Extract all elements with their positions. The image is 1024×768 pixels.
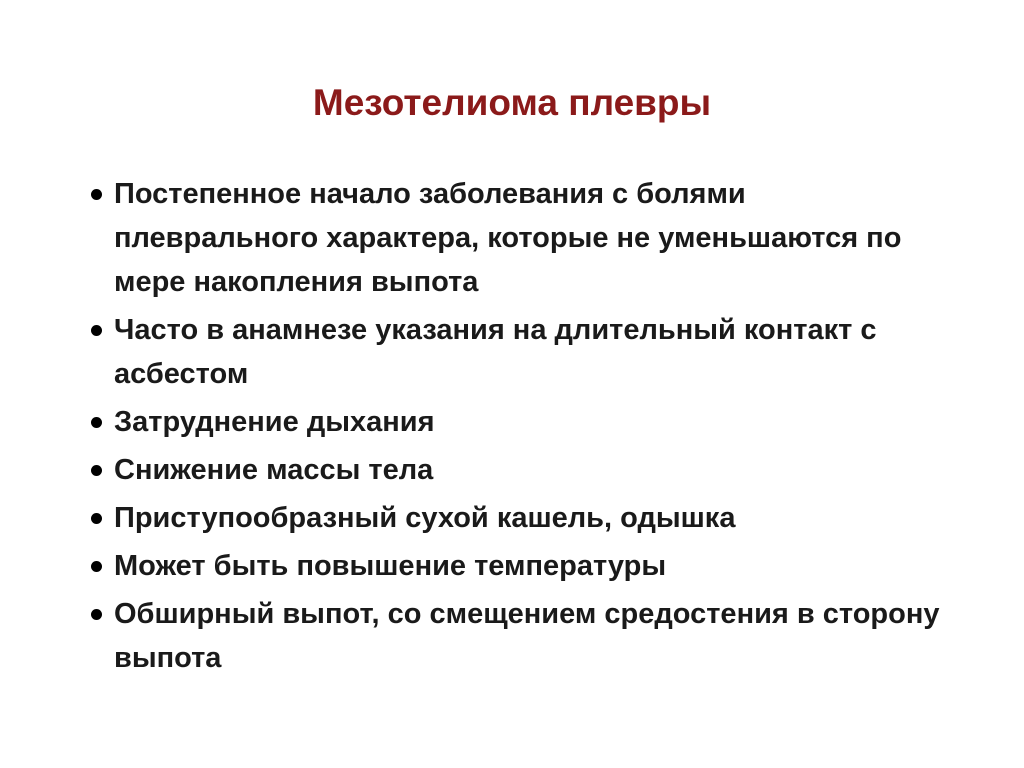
bullet-list — [88, 172, 948, 684]
bullet-text: Может быть повышение температуры — [114, 550, 667, 582]
bullet-item — [88, 308, 948, 396]
bullet-dot-icon — [91, 513, 102, 524]
bullet-text: Затруднение дыхания — [114, 406, 435, 438]
bullet-dot-icon — [91, 189, 102, 200]
bullet-item — [88, 400, 948, 444]
bullet-text: Снижение массы тела — [114, 454, 434, 486]
bullet-text: Приступообразный сухой кашель, одышка — [114, 502, 736, 534]
bullet-dot-icon — [91, 325, 102, 336]
bullet-item — [88, 544, 948, 588]
bullet-item — [88, 592, 948, 680]
bullet-item — [88, 448, 948, 492]
bullet-dot-icon — [91, 609, 102, 620]
bullet-item — [88, 496, 948, 540]
bullet-text: Постепенное начало заболевания с болями плеврального характера, которые не уменьшаются по мере накопления выпота — [114, 178, 902, 298]
bullet-item — [88, 172, 948, 304]
bullet-dot-icon — [91, 465, 102, 476]
slide-title: Мезотелиома плевры — [312, 82, 712, 123]
bullet-text: Обширный выпот, со смещением средостения в сторону выпота — [114, 598, 940, 674]
bullet-dot-icon — [91, 417, 102, 428]
bullet-dot-icon — [91, 561, 102, 572]
bullet-text: Часто в анамнезе указания на длительный контакт с асбестом — [114, 314, 877, 390]
